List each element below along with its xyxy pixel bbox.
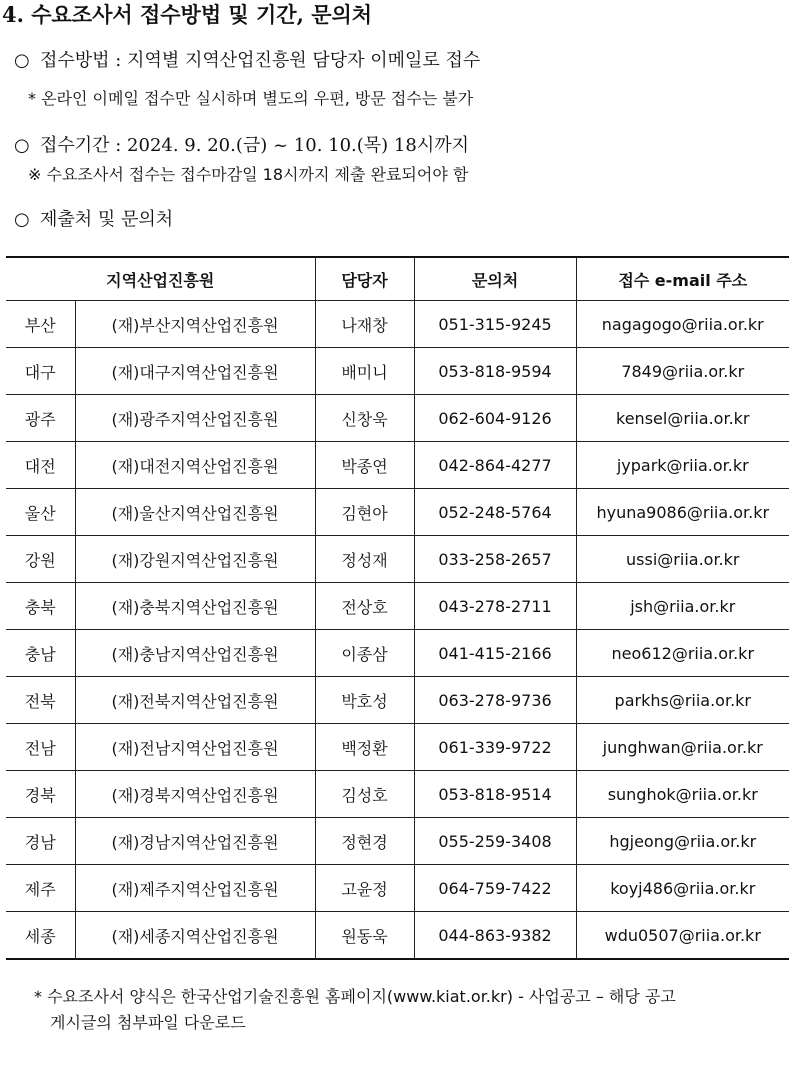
table-row	[6, 818, 789, 865]
table-row	[6, 442, 789, 489]
cell-email: jsh@riia.or.kr	[576, 583, 789, 630]
table-row	[6, 348, 789, 395]
footnote	[34, 984, 804, 1036]
cell-org: (재)강원지역산업진흥원	[75, 536, 315, 583]
cell-region: 제주	[6, 865, 75, 912]
table-row	[6, 724, 789, 771]
cell-region: 충남	[6, 630, 75, 677]
cell-email: sunghok@riia.or.kr	[576, 771, 789, 818]
table-header-row	[6, 257, 789, 301]
cell-manager: 원동욱	[315, 912, 414, 960]
cell-email: junghwan@riia.or.kr	[576, 724, 789, 771]
method-note: * 온라인 이메일 접수만 실시하며 별도의 우편, 방문 접수는 불가	[28, 89, 474, 108]
cell-org: (재)대구지역산업진흥원	[75, 348, 315, 395]
header-email: 접수 e-mail 주소	[576, 257, 789, 301]
table-row	[6, 630, 789, 677]
cell-phone: 064-759-7422	[414, 865, 576, 912]
cell-phone: 061-339-9722	[414, 724, 576, 771]
cell-email: hyuna9086@riia.or.kr	[576, 489, 789, 536]
cell-region: 전남	[6, 724, 75, 771]
cell-org: (재)충북지역산업진흥원	[75, 583, 315, 630]
cell-email: neo612@riia.or.kr	[576, 630, 789, 677]
table-row	[6, 395, 789, 442]
cell-org: (재)울산지역산업진흥원	[75, 489, 315, 536]
table-row	[6, 912, 789, 960]
cell-region: 대전	[6, 442, 75, 489]
cell-phone: 053-818-9514	[414, 771, 576, 818]
cell-org: (재)광주지역산업진흥원	[75, 395, 315, 442]
cell-phone: 062-604-9126	[414, 395, 576, 442]
cell-manager: 백정환	[315, 724, 414, 771]
cell-region: 전북	[6, 677, 75, 724]
header-manager: 담당자	[315, 257, 414, 301]
cell-region: 경북	[6, 771, 75, 818]
cell-org: (재)충남지역산업진흥원	[75, 630, 315, 677]
header-phone: 문의처	[414, 257, 576, 301]
cell-phone: 033-258-2657	[414, 536, 576, 583]
cell-manager: 박호성	[315, 677, 414, 724]
cell-manager: 정현경	[315, 818, 414, 865]
cell-email: kensel@riia.or.kr	[576, 395, 789, 442]
cell-region: 세종	[6, 912, 75, 960]
cell-org: (재)전북지역산업진흥원	[75, 677, 315, 724]
cell-phone: 041-415-2166	[414, 630, 576, 677]
header-org: 지역산업진흥원	[6, 257, 315, 301]
section-title: 4. 수요조사서 접수방법 및 기간, 문의처	[2, 2, 373, 27]
cell-manager: 나재창	[315, 301, 414, 348]
cell-phone: 055-259-3408	[414, 818, 576, 865]
cell-region: 강원	[6, 536, 75, 583]
cell-manager: 이종삼	[315, 630, 414, 677]
cell-email: koyj486@riia.or.kr	[576, 865, 789, 912]
cell-org: (재)대전지역산업진흥원	[75, 442, 315, 489]
cell-org: (재)제주지역산업진흥원	[75, 865, 315, 912]
bullet-marker: ○	[14, 135, 30, 156]
bullet-method	[14, 48, 794, 74]
cell-phone: 044-863-9382	[414, 912, 576, 960]
table-row	[6, 536, 789, 583]
cell-org: (재)부산지역산업진흥원	[75, 301, 315, 348]
cell-email: jypark@riia.or.kr	[576, 442, 789, 489]
period-note: ※ 수요조사서 접수는 접수마감일 18시까지 제출 완료되어야 함	[28, 165, 469, 184]
cell-phone: 042-864-4277	[414, 442, 576, 489]
cell-org: (재)경남지역산업진흥원	[75, 818, 315, 865]
table-row	[6, 301, 789, 348]
contact-table	[6, 256, 789, 960]
bullet-contact	[14, 207, 794, 233]
table-row	[6, 865, 789, 912]
bullet-period	[14, 133, 794, 159]
cell-region: 부산	[6, 301, 75, 348]
cell-manager: 김현아	[315, 489, 414, 536]
cell-email: nagagogo@riia.or.kr	[576, 301, 789, 348]
cell-region: 광주	[6, 395, 75, 442]
cell-phone: 063-278-9736	[414, 677, 576, 724]
cell-manager: 김성호	[315, 771, 414, 818]
cell-region: 대구	[6, 348, 75, 395]
bullet-marker: ○	[14, 209, 30, 230]
bullet-method-text: 접수방법 : 지역별 지역산업진흥원 담당자 이메일로 접수	[40, 50, 481, 71]
cell-manager: 배미니	[315, 348, 414, 395]
cell-manager: 신창욱	[315, 395, 414, 442]
cell-phone: 051-315-9245	[414, 301, 576, 348]
cell-phone: 053-818-9594	[414, 348, 576, 395]
cell-region: 충북	[6, 583, 75, 630]
cell-phone: 043-278-2711	[414, 583, 576, 630]
bullet-period-text: 접수기간 : 2024. 9. 20.(금) ~ 10. 10.(목) 18시까지	[40, 135, 469, 156]
cell-manager: 정성재	[315, 536, 414, 583]
cell-manager: 고윤정	[315, 865, 414, 912]
cell-phone: 052-248-5764	[414, 489, 576, 536]
cell-region: 울산	[6, 489, 75, 536]
table-row	[6, 677, 789, 724]
table-row	[6, 489, 789, 536]
cell-email: wdu0507@riia.or.kr	[576, 912, 789, 960]
cell-org: (재)경북지역산업진흥원	[75, 771, 315, 818]
bullet-contact-text: 제출처 및 문의처	[40, 209, 174, 230]
table-row	[6, 583, 789, 630]
cell-org: (재)세종지역산업진흥원	[75, 912, 315, 960]
cell-manager: 전상호	[315, 583, 414, 630]
cell-org: (재)전남지역산업진흥원	[75, 724, 315, 771]
footnote-line-2: 게시글의 첨부파일 다운로드	[50, 1013, 246, 1032]
cell-email: ussi@riia.or.kr	[576, 536, 789, 583]
cell-manager: 박종연	[315, 442, 414, 489]
footnote-line-1: * 수요조사서 양식은 한국산업기술진흥원 홈페이지(www.kiat.or.kr) - 사업공고 – 해당 공고	[34, 987, 676, 1006]
cell-region: 경남	[6, 818, 75, 865]
bullet-marker: ○	[14, 50, 30, 71]
table-row	[6, 771, 789, 818]
cell-email: hgjeong@riia.or.kr	[576, 818, 789, 865]
cell-email: 7849@riia.or.kr	[576, 348, 789, 395]
cell-email: parkhs@riia.or.kr	[576, 677, 789, 724]
